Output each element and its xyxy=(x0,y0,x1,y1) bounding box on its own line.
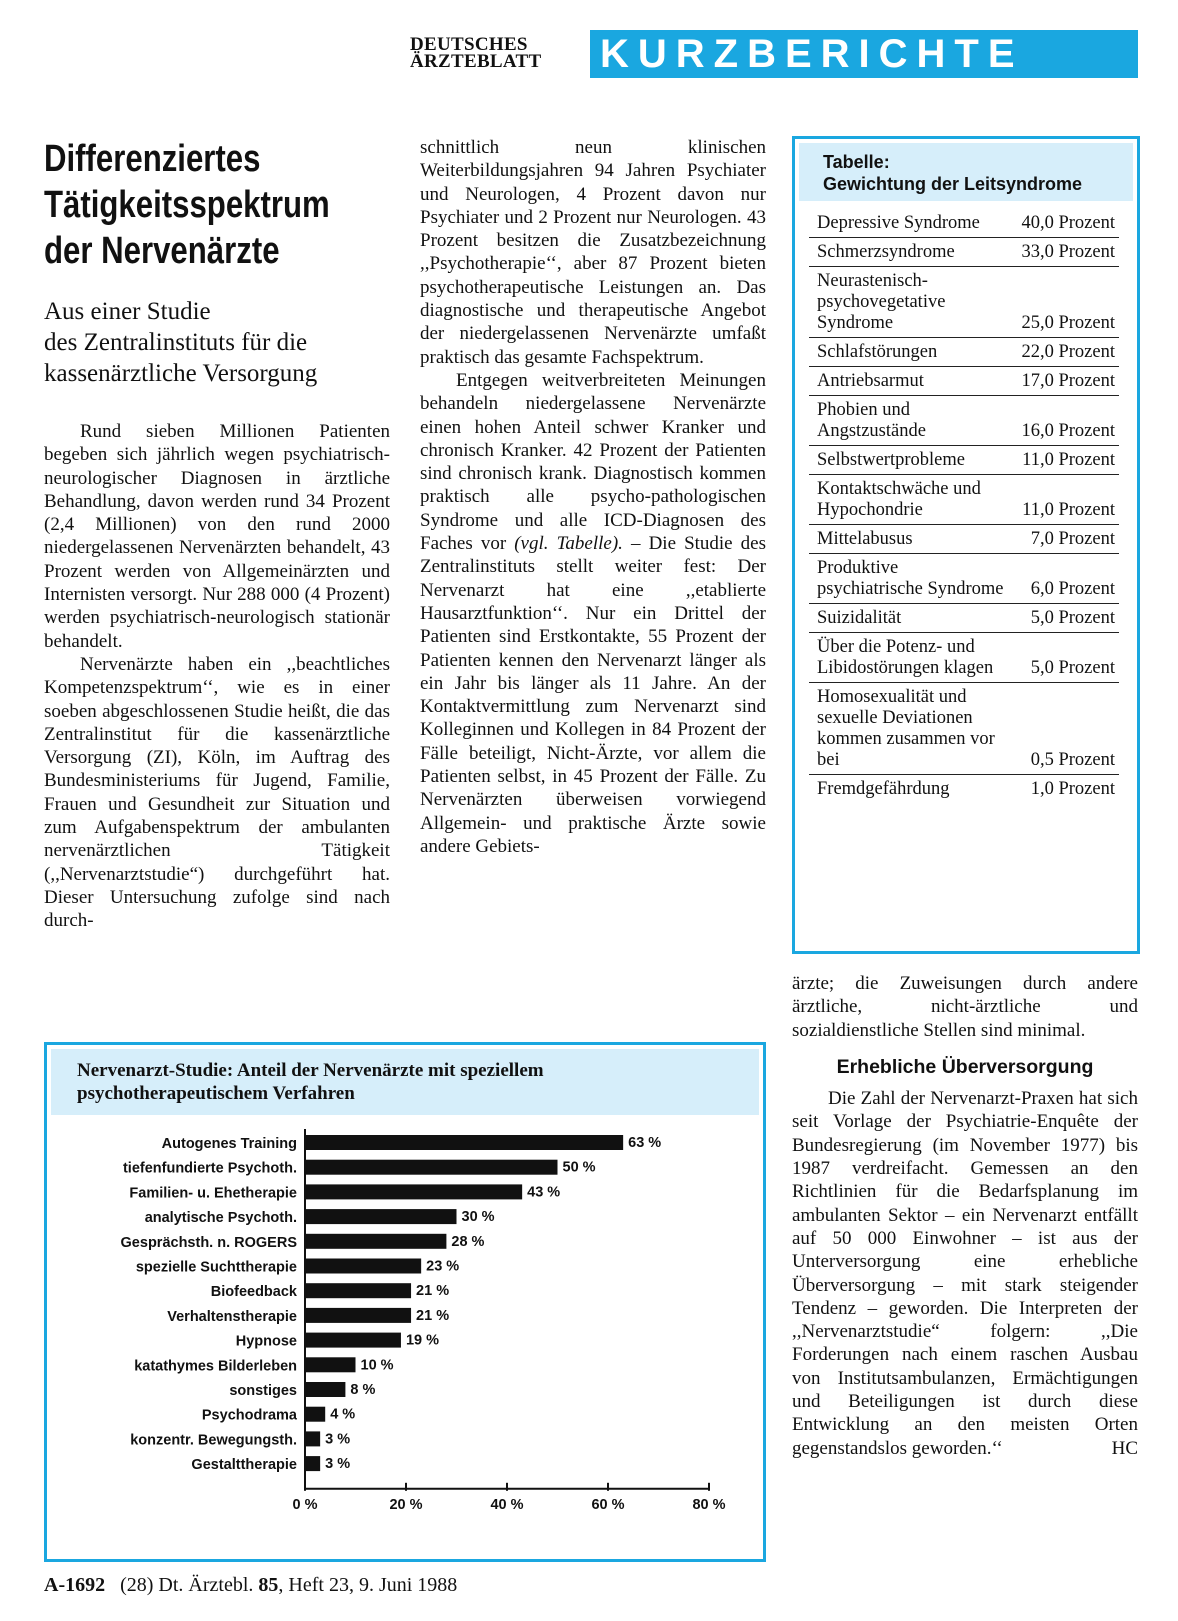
paragraph-text: Entgegen weitverbreiteten Meinungen behandeln niedergelassene Nervenärzte einen hohen Anteil schwer Kranker und chronisch Kranker. 42 Prozent der Patienten sind chronisch krank. Diagnostisch kommen praktisch alle psycho-pathologischen Syndrome und alle ICD-Diagnosen des Faches vor xyxy=(420,369,766,555)
table-row-label: Depressive Syndrome xyxy=(817,213,980,233)
category-label: katathymes Bilderleben xyxy=(134,1358,297,1375)
table-row-label: Schmerzsyndrome xyxy=(817,242,955,262)
table-row xyxy=(809,267,1119,338)
issue-date: , Heft 23, 9. Juni 1988 xyxy=(278,1574,458,1596)
page-number: A-1692 xyxy=(44,1574,106,1596)
syndrome-table xyxy=(792,136,1140,954)
value-label: 4 % xyxy=(330,1406,356,1423)
table-row-label: Fremdgefährdung xyxy=(817,779,950,799)
column-1 xyxy=(44,420,390,933)
paragraph-text: – Die Studie des Zentralinstituts stellt weiter fest: Der Nervenarzt hat eine ,,etablierte Hausarztfunktion‘‘. Nur ein Drittel der Patienten sind Erstkontakte, 55 Prozent der Patienten kennen den Nervenarzt länger als ein Jahr bis länger als 11 Jahre. An der Kontaktvermittlung zum Nervenarzt sind Kolleginnen und Kollegen in 84 Prozent der Fälle beteiligt, Nicht-Ärzte, vor allem die Patienten selbst, in 45 Prozent der Fälle. Zu Nervenärzten überweisen vorwiegend Allgemein- und praktische Ärzte sowie andere Gebiets- xyxy=(420,533,767,857)
bar xyxy=(305,1234,446,1249)
bar-chart xyxy=(47,1115,763,1555)
value-label: 50 % xyxy=(562,1159,596,1176)
table-row xyxy=(809,209,1119,238)
category-label: sonstiges xyxy=(229,1383,297,1399)
bar xyxy=(305,1283,411,1298)
category-label: Psychodrama xyxy=(201,1407,297,1424)
table-reference: (vgl. Tabelle). xyxy=(514,533,623,555)
section-banner: KURZBERICHTE xyxy=(590,30,1138,78)
category-label: Biofeedback xyxy=(210,1284,297,1301)
table-row-value: 5,0 Prozent xyxy=(1030,608,1115,628)
bar xyxy=(305,1431,320,1446)
category-label: tiefenfundierte Psychoth. xyxy=(122,1160,297,1177)
value-label: 3 % xyxy=(325,1456,351,1473)
table-row-value: 6,0 Prozent xyxy=(1030,579,1115,599)
table-row xyxy=(809,604,1119,633)
table-row xyxy=(809,775,1119,803)
table-row xyxy=(809,338,1119,367)
masthead-line2: ÄRZTEBLATT xyxy=(410,51,542,72)
paragraph xyxy=(792,1087,1138,1460)
table-row xyxy=(809,633,1119,683)
bar xyxy=(305,1456,320,1471)
table-row xyxy=(809,554,1119,604)
chart-box xyxy=(44,1042,766,1562)
page-footer xyxy=(44,1574,457,1597)
bar xyxy=(305,1308,411,1323)
paragraph: ärzte; die Zuweisungen durch andere ärztliche, nicht-ärztliche und sozialdienstliche Stellen sind minimal. xyxy=(792,973,1138,1041)
volume: 85 xyxy=(258,1574,279,1596)
table-row-value: 0,5 Prozent xyxy=(1030,750,1115,770)
table-row-value: 40,0 Prozent xyxy=(1021,213,1115,233)
title-line: der Nervenärzte xyxy=(44,230,280,272)
bar xyxy=(305,1407,325,1422)
paragraph: schnittlich neun klinischen Weiterbildungsjahren 94 Jahren Psychiater und Neurologen, 4 Prozent davon nur Psychiater und 2 Prozent nur Neurologen. 43 Prozent besitzen die Zusatzbezeichnung ,,Psychotherapie‘‘, aber 87 Prozent bieten psychotherapeutische Leistungen an. Das diagnostische und therapeutische Angebot der niedergelassenen Nervenärzte umfaßt praktisch das gesamte Fachspektrum. xyxy=(420,137,766,368)
table-row-value: 11,0 Prozent xyxy=(1022,500,1115,520)
table-row-label: Mittelabusus xyxy=(817,529,913,549)
table-title-line1: Tabelle: xyxy=(823,152,890,172)
table-row-label: Neurastenisch-psychovegetative Syndrome xyxy=(817,271,946,333)
table-row-value: 7,0 Prozent xyxy=(1030,529,1115,549)
bar xyxy=(305,1333,401,1348)
table-row-label: Homosexualität und sexuelle Deviationen kommen zusammen vor bei xyxy=(817,687,995,770)
subtitle-line: Aus einer Studie xyxy=(44,298,211,325)
bar xyxy=(305,1259,421,1274)
table-row xyxy=(809,446,1119,475)
table-row-value: 16,0 Prozent xyxy=(1021,421,1115,441)
category-label: konzentr. Bewegungsth. xyxy=(130,1432,297,1449)
table-row-label: Schlafstörungen xyxy=(817,342,938,362)
table-row-label: Antriebsarmut xyxy=(817,371,924,391)
value-label: 63 % xyxy=(628,1135,662,1151)
title-line: Differenziertes xyxy=(44,138,261,180)
article-subtitle xyxy=(44,296,404,389)
category-label: Gesprächsth. n. ROGERS xyxy=(120,1234,297,1251)
table-title-line2: Gewichtung der Leitsyndrome xyxy=(823,174,1083,194)
table-row xyxy=(809,238,1119,267)
title-line: Tätigkeitsspektrum xyxy=(44,184,330,226)
value-label: 21 % xyxy=(416,1283,450,1300)
category-label: analytische Psychoth. xyxy=(144,1210,297,1227)
value-label: 43 % xyxy=(527,1184,561,1201)
x-tick-label: 0 % xyxy=(292,1496,318,1513)
column-3 xyxy=(792,972,1138,1460)
category-label: Familien- u. Ehetherapie xyxy=(129,1185,297,1202)
paragraph: Rund sieben Millionen Patienten begeben sich jährlich wegen psychiatrisch-neurologischer Diagnosen in ärztliche Behandlung, davon werden rund 34 Prozent (2,4 Millionen) von den rund 2000 niedergelassenen Nervenärzten behandelt, 43 Prozent werden von Allgemeinärzten und Internisten versorgt. Nur 288 000 (4 Prozent) werden psychiatrisch-neurologisch stationär behandelt. xyxy=(44,421,390,652)
journal-ref: (28) Dt. Ärztebl. xyxy=(120,1574,254,1596)
category-label: Gestalttherapie xyxy=(191,1457,297,1474)
bar xyxy=(305,1382,345,1397)
table-row-label: Produktive psychiatrische Syndrome xyxy=(817,558,1004,599)
value-label: 8 % xyxy=(350,1382,376,1398)
value-label: 19 % xyxy=(405,1332,440,1349)
bar xyxy=(305,1135,623,1150)
value-label: 3 % xyxy=(325,1431,351,1448)
paragraph: Nervenärzte haben ein ,,beachtliches Kompetenzspektrum‘‘, wie es in einer soeben abgeschlossenen Studie heißt, die das Zentralinstitut für die kassenärztliche Versorgung (ZI), Köln, im Auftrag des Bundesministeriums für Jugend, Familie, Frauen und Gesundheit zur Situation und zum Aufgabenspektrum der ambulanten nervenärztlichen Tätigkeit (,,Nervenarztstudie“) durchgeführt hat. Dieser Untersuchung zufolge sind nach durch- xyxy=(44,653,390,932)
chart-title: Nervenarzt-Studie: Anteil der Nervenärzte mit speziellem psychotherapeutischem Verfahren xyxy=(51,1049,759,1115)
bar xyxy=(305,1184,522,1199)
table-row-label: Kontaktschwäche und Hypochondrie xyxy=(817,479,981,520)
table-row-label: Selbstwertprobleme xyxy=(817,450,965,470)
table-row xyxy=(809,525,1119,554)
table-row-value: 25,0 Prozent xyxy=(1021,313,1115,333)
category-label: Hypnose xyxy=(235,1333,297,1350)
bar xyxy=(305,1209,457,1224)
table-row-value: 17,0 Prozent xyxy=(1021,371,1115,391)
value-label: 28 % xyxy=(451,1233,485,1250)
value-label: 21 % xyxy=(416,1307,450,1324)
category-label: spezielle Suchttherapie xyxy=(135,1259,297,1276)
table-header xyxy=(799,143,1133,201)
x-tick-label: 20 % xyxy=(389,1496,423,1513)
table-row-value: 5,0 Prozent xyxy=(1030,658,1115,678)
table-row xyxy=(809,475,1119,525)
table-row-value: 22,0 Prozent xyxy=(1021,342,1115,362)
article-title xyxy=(44,136,397,274)
paragraph-text: Die Zahl der Nervenarzt-Praxen hat sich seit Vorlage der Psychiatrie-Enquête der Bundesregierung (im November 1977) bis 1987 verdreifacht. Gemessen an den Richtlinien für die Bedarfsplanung im ambulanten Sektor – ein Nervenarzt entfällt auf 50 000 Einwohner – ist aus der Unterversorgung eine erhebliche Überversorgung – mit stark steigender Tendenz – geworden. Die Interpreten der ,,Nervenarztstudie“ folgern: ,,Die Forderungen nach einem raschen Ausbau von Institutsambulanzen, Ermächtigungen und Beteiligungen ist durch diese Entwicklung an den meisten Orten gegenstandslos geworden.‘‘ xyxy=(792,1088,1138,1459)
x-tick-label: 60 % xyxy=(591,1496,625,1513)
subtitle-line: kassenärztliche Versorgung xyxy=(44,360,318,387)
table-row-value: 11,0 Prozent xyxy=(1022,450,1115,470)
table-row xyxy=(809,396,1119,446)
table-row-label: Phobien und Angstzustände xyxy=(817,400,926,441)
value-label: 10 % xyxy=(360,1357,394,1374)
masthead-logo xyxy=(410,36,580,70)
bar xyxy=(305,1160,558,1175)
section-heading: Erhebliche Überversorgung xyxy=(836,1055,1094,1078)
x-tick-label: 80 % xyxy=(692,1496,726,1513)
author-signature: HC xyxy=(1111,1437,1138,1459)
table-row-label: Suizidalität xyxy=(817,608,902,628)
table-row xyxy=(809,367,1119,396)
value-label: 23 % xyxy=(426,1258,460,1275)
bar xyxy=(305,1357,356,1372)
value-label: 30 % xyxy=(461,1209,495,1226)
column-2 xyxy=(420,136,766,858)
table-row-label: Über die Potenz- und Libidostörungen klagen xyxy=(817,637,994,678)
paragraph xyxy=(420,369,766,858)
table-row xyxy=(809,683,1119,775)
masthead-line1: DEUTSCHES xyxy=(410,34,528,55)
x-tick-label: 40 % xyxy=(490,1496,524,1513)
table-row-value: 33,0 Prozent xyxy=(1021,242,1115,262)
category-label: Autogenes Training xyxy=(161,1136,297,1152)
category-label: Verhaltenstherapie xyxy=(167,1308,297,1325)
table-row-value: 1,0 Prozent xyxy=(1030,779,1115,799)
table-rows xyxy=(809,209,1119,803)
subtitle-line: des Zentralinstituts für die xyxy=(44,329,308,356)
